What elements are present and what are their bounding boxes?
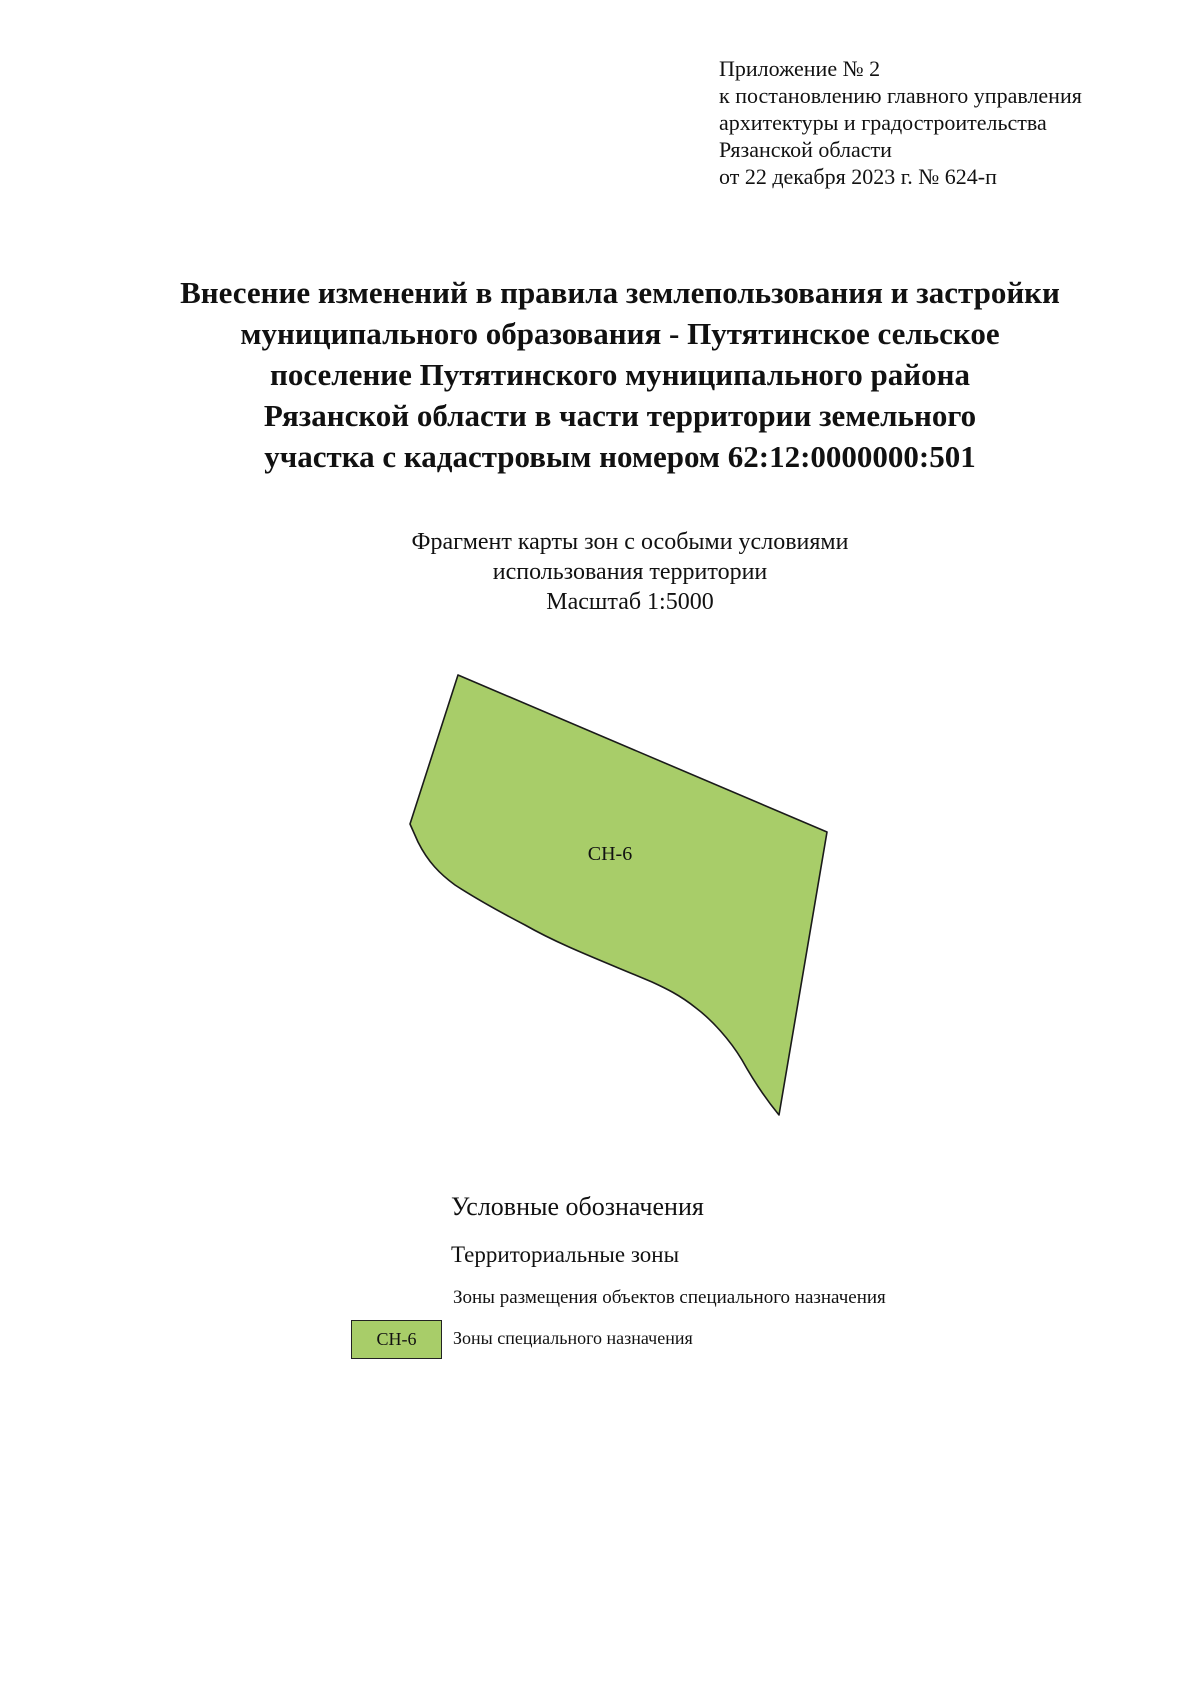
subtitle-line: Фрагмент карты зон с особыми условиями	[411, 529, 849, 555]
appendix-line: от 22 декабря 2023 г. № 624-п	[719, 164, 997, 189]
legend-swatch-ch6	[351, 1320, 442, 1359]
legend-swatch-code: СН-6	[376, 1329, 417, 1349]
zone-polygon-ch6[interactable]	[410, 675, 827, 1115]
title-line: участка с кадастровым номером 62:12:0000000:501	[264, 439, 976, 474]
legend-title: Условные обозначения	[451, 1192, 704, 1221]
appendix-line: Приложение № 2	[719, 56, 881, 81]
subtitle-line: использования территории	[492, 559, 768, 585]
appendix-line: Рязанской области	[719, 137, 892, 162]
legend-subtitle: Территориальные зоны	[451, 1242, 680, 1267]
appendix-line: к постановлению главного управления	[719, 83, 1082, 108]
map-scale: Масштаб 1:5000	[546, 589, 714, 615]
zone-label: СН-6	[587, 843, 633, 865]
title-line: муниципального образования - Путятинское сельское	[240, 316, 1000, 351]
title-line: Внесение изменений в правила землепользования и застройки	[180, 275, 1060, 310]
legend-item-description: Зоны специального назначения	[453, 1328, 693, 1348]
legend-group-label: Зоны размещения объектов специального назначения	[453, 1287, 886, 1308]
title-line: поселение Путятинского муниципального района	[270, 357, 970, 392]
title-line: Рязанской области в части территории земельного	[263, 398, 977, 433]
appendix-line: архитектуры и градостроительства	[719, 110, 1047, 135]
